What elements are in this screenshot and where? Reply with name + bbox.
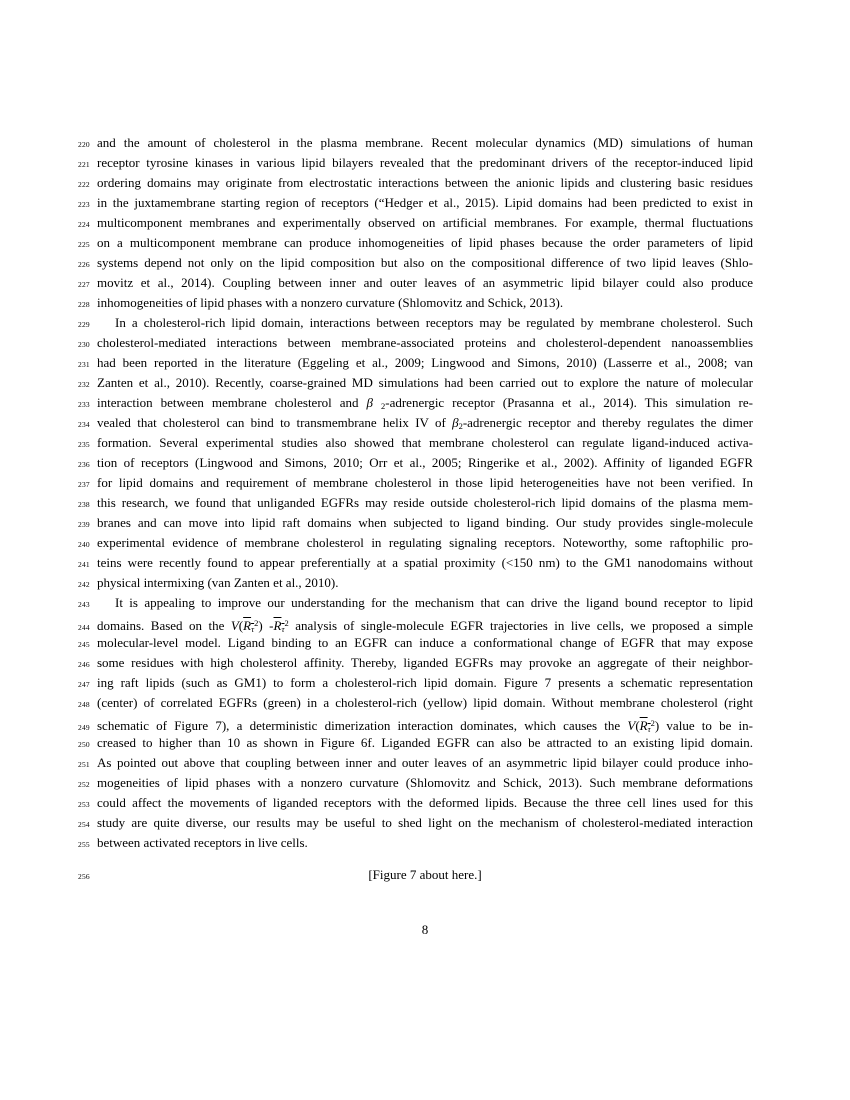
text-segment: -adrenergic receptor and thereby regulates the dimer bbox=[462, 415, 753, 430]
text-line-row bbox=[78, 553, 778, 573]
text-segment: interaction between membrane cholesterol and bbox=[97, 395, 367, 410]
text-line bbox=[97, 753, 753, 773]
text-line-row bbox=[78, 613, 778, 633]
line-number: 251 bbox=[78, 760, 90, 769]
line-number: 227 bbox=[78, 280, 90, 289]
text-line bbox=[97, 213, 753, 233]
text-segment: could affect the movements of liganded receptors with the deformed lipids. Because the three cell lines used for this bbox=[97, 795, 753, 810]
text-line bbox=[97, 193, 753, 213]
text-segment: ordering domains may originate from electrostatic interactions between the anionic lipids and clustering basic residues bbox=[97, 175, 753, 190]
text-segment: -adrenergic receptor (Prasanna et al., 2014). This simulation re- bbox=[385, 395, 753, 410]
text-segment: ) - bbox=[258, 618, 274, 633]
text-segment: some residues with high cholesterol affinity. Thereby, liganded EGFRs may provoke an aggregate of their neighbor- bbox=[97, 655, 753, 670]
text-segment: physical intermixing (van Zanten et al., 2010). bbox=[97, 575, 339, 590]
line-number: 242 bbox=[78, 580, 90, 589]
math-segment: R bbox=[273, 618, 282, 633]
figure-placeholder-line bbox=[78, 865, 778, 885]
line-number: 225 bbox=[78, 240, 90, 249]
text-line-row bbox=[78, 653, 778, 673]
line-number: 222 bbox=[78, 180, 90, 189]
math-segment: 2 bbox=[458, 421, 463, 431]
text-line bbox=[97, 433, 753, 453]
text-segment bbox=[373, 395, 381, 410]
text-line-row bbox=[78, 753, 778, 773]
line-number: 249 bbox=[78, 723, 90, 732]
text-line-row bbox=[78, 713, 778, 733]
line-number: 226 bbox=[78, 260, 90, 269]
text-line-row bbox=[78, 453, 778, 473]
text-line bbox=[97, 173, 753, 193]
line-number: 252 bbox=[78, 780, 90, 789]
line-number: 224 bbox=[78, 220, 90, 229]
text-line bbox=[97, 553, 753, 573]
text-line bbox=[97, 513, 753, 533]
text-line-row bbox=[78, 833, 778, 853]
text-segment: systems depend not only on the lipid composition but also on the compositional difference of two lipid leaves (Shlo- bbox=[97, 255, 753, 270]
text-line-row bbox=[78, 153, 778, 173]
text-line-row bbox=[78, 213, 778, 233]
line-number: 255 bbox=[78, 840, 90, 849]
math-segment bbox=[640, 718, 651, 733]
text-line bbox=[97, 833, 753, 853]
line-number: 223 bbox=[78, 200, 90, 209]
text-segment: ing raft lipids (such as GM1) to form a cholesterol-rich lipid domain. Figure 7 presents a schematic representation bbox=[97, 675, 753, 690]
text-segment: on a multicomponent membrane can produce inhomogeneities of lipid phases because the order parameters of lipid bbox=[97, 235, 753, 250]
text-line-row bbox=[78, 233, 778, 253]
line-number: 247 bbox=[78, 680, 90, 689]
text-segment: this research, we found that unliganded EGFRs may reside outside cholesterol-rich lipid domains of the plasma mem- bbox=[97, 495, 753, 510]
text-line-row bbox=[78, 533, 778, 553]
text-line bbox=[97, 773, 753, 793]
line-number: 246 bbox=[78, 660, 90, 669]
line-number: 240 bbox=[78, 540, 90, 549]
math-segment: V bbox=[230, 618, 239, 633]
page-number: 8 bbox=[421, 922, 429, 937]
line-number: 232 bbox=[78, 380, 90, 389]
line-number: 230 bbox=[78, 340, 90, 349]
text-segment: vealed that cholesterol can bind to transmembrane helix IV of bbox=[97, 415, 453, 430]
text-line-row bbox=[78, 253, 778, 273]
text-segment: had been reported in the literature (Eggeling et al., 2009; Lingwood and Simons, 2010) (Lasserre et al., 2008; van bbox=[97, 355, 753, 370]
math-segment: 2 bbox=[650, 718, 655, 728]
text-segment: multicomponent membranes and experimentally observed on artificial membranes. For example, thermal fluctuations bbox=[97, 215, 753, 230]
math-segment: τ bbox=[281, 624, 285, 634]
text-line bbox=[97, 153, 753, 173]
text-segment: receptor tyrosine kinases in various lipid bilayers revealed that the predominant drivers of the receptor-induced lipid bbox=[97, 155, 753, 170]
math-segment: 2 bbox=[254, 618, 259, 628]
text-line bbox=[97, 733, 753, 753]
math-segment: V bbox=[627, 718, 636, 733]
math-segment: R bbox=[243, 618, 252, 633]
line-number: 237 bbox=[78, 480, 90, 489]
text-line-row bbox=[78, 373, 778, 393]
text-segment: teins were recently found to appear preferentially at a spatial proximity (<150 nm) to the GM1 nanodomains without bbox=[97, 555, 753, 570]
math-segment bbox=[243, 618, 254, 633]
text-line bbox=[97, 353, 753, 373]
text-segment: It is appealing to improve our understanding for the mechanism that can drive the ligand bound receptor to lipid bbox=[115, 595, 753, 610]
text-line-row bbox=[78, 133, 778, 153]
math-segment: τ bbox=[647, 724, 651, 734]
text-line bbox=[97, 633, 753, 653]
text-line-row bbox=[78, 793, 778, 813]
math-segment: τ bbox=[251, 624, 255, 634]
text-line-row bbox=[78, 773, 778, 793]
text-line-row bbox=[78, 573, 778, 593]
text-segment: and the amount of cholesterol in the plasma membrane. Recent molecular dynamics (MD) simulations of human bbox=[97, 135, 753, 150]
text-line bbox=[97, 273, 753, 293]
text-line bbox=[97, 493, 753, 513]
text-segment: creased to higher than 10 as shown in Figure 6f. Liganded EGFR can also be attracted to an existing lipid domain. bbox=[97, 735, 753, 750]
text-line-row bbox=[78, 293, 778, 313]
text-line bbox=[97, 253, 753, 273]
text-line-row bbox=[78, 633, 778, 653]
text-line-row bbox=[78, 353, 778, 373]
line-number: 241 bbox=[78, 560, 90, 569]
text-line bbox=[97, 313, 753, 333]
text-segment: branes and can move into lipid raft domains when subjected to ligand binding. Our study provides single-molecule bbox=[97, 515, 753, 530]
text-line bbox=[97, 693, 753, 713]
line-number: 239 bbox=[78, 520, 90, 529]
math-segment: β bbox=[452, 415, 459, 430]
text-segment: ( bbox=[635, 718, 640, 733]
text-line-row bbox=[78, 513, 778, 533]
line-number: 220 bbox=[78, 140, 90, 149]
text-segment: domains. Based on the bbox=[97, 618, 231, 633]
text-segment: between activated receptors in live cells. bbox=[97, 835, 308, 850]
text-segment: study are quite diverse, our results may be useful to shed light on the mechanism of cholesterol-mediated interaction bbox=[97, 815, 753, 830]
line-number: 248 bbox=[78, 700, 90, 709]
text-line-row bbox=[78, 673, 778, 693]
text-segment: for lipid domains and requirement of membrane cholesterol in those lipid heterogeneities have not been verified. In bbox=[97, 475, 753, 490]
text-segment: In a cholesterol-rich lipid domain, interactions between receptors may be regulated by membrane cholesterol. Such bbox=[115, 315, 753, 330]
text-segment: (center) of correlated EGFRs (green) in a cholesterol-rich (yellow) lipid domain. Without membrane cholesterol (right bbox=[97, 695, 753, 710]
text-segment: inhomogeneities of lipid phases with a nonzero curvature (Shlomovitz and Schick, 2013). bbox=[97, 295, 564, 310]
text-line bbox=[97, 813, 753, 833]
text-line-row bbox=[78, 273, 778, 293]
line-number: 250 bbox=[78, 740, 90, 749]
line-number: 238 bbox=[78, 500, 90, 509]
text-segment: ( bbox=[238, 618, 244, 633]
line-number: 234 bbox=[78, 420, 90, 429]
math-segment: β bbox=[366, 395, 373, 410]
text-segment: schematic of Figure 7), a deterministic dimerization interaction dominates, which causes the bbox=[97, 718, 628, 733]
text-line bbox=[97, 373, 753, 393]
text-line-row bbox=[78, 473, 778, 493]
line-number: 233 bbox=[78, 400, 90, 409]
line-number: 243 bbox=[78, 600, 90, 609]
line-number: 256 bbox=[78, 872, 90, 881]
text-line-row bbox=[78, 173, 778, 193]
line-number: 245 bbox=[78, 640, 90, 649]
text-segment: cholesterol-mediated interactions between membrane-associated proteins and cholesterol-dependent nanoassemblies bbox=[97, 335, 753, 350]
math-segment bbox=[274, 618, 285, 633]
line-number: 231 bbox=[78, 360, 90, 369]
line-number: 229 bbox=[78, 320, 90, 329]
text-segment: Zanten et al., 2010). Recently, coarse-grained MD simulations had been carried out to explore the nature of molecular bbox=[97, 375, 753, 390]
text-segment: ) value to be in- bbox=[654, 718, 753, 733]
text-segment: tion of receptors (Lingwood and Simons, 2010; Orr et al., 2005; Ringerike et al., 2002). Affinity of liganded EGFR bbox=[97, 455, 753, 470]
text-line bbox=[97, 673, 753, 693]
text-segment: mogeneities of lipid phases with a nonzero curvature (Shlomovitz and Schick, 2013). Such membrane deformations bbox=[97, 775, 753, 790]
figure-placeholder-text: [Figure 7 about here.] bbox=[368, 867, 482, 882]
line-number: 221 bbox=[78, 160, 90, 169]
line-number: 228 bbox=[78, 300, 90, 309]
text-segment: experimental evidence of membrane cholesterol in regulating signaling receptors. Noteworthy, some raftophilic pro- bbox=[97, 535, 753, 550]
text-line bbox=[97, 133, 753, 153]
text-line-row bbox=[78, 593, 778, 613]
text-line-row bbox=[78, 393, 778, 413]
text-segment: in the juxtamembrane starting region of receptors (“Hedger et al., 2015). Lipid domains had been predicted to exist in bbox=[97, 195, 753, 210]
text-line bbox=[97, 793, 753, 813]
text-line bbox=[97, 573, 753, 593]
text-segment: molecular-level model. Ligand binding to an EGFR can induce a conformational change of EGFR that may expose bbox=[97, 635, 753, 650]
text-line-row bbox=[78, 313, 778, 333]
text-line-row bbox=[78, 733, 778, 753]
text-segment: movitz et al., 2014). Coupling between inner and outer leaves of an asymmetric lipid bilayer could also produce bbox=[97, 275, 753, 290]
text-line bbox=[97, 293, 753, 313]
text-line-row bbox=[78, 813, 778, 833]
manuscript-body bbox=[78, 133, 778, 885]
math-segment: 2 bbox=[381, 401, 386, 411]
line-number: 253 bbox=[78, 800, 90, 809]
text-line bbox=[97, 473, 753, 493]
line-number: 244 bbox=[78, 623, 90, 632]
text-line-row bbox=[78, 333, 778, 353]
text-line bbox=[97, 593, 753, 613]
line-number: 235 bbox=[78, 440, 90, 449]
text-line-row bbox=[78, 193, 778, 213]
line-number: 236 bbox=[78, 460, 90, 469]
text-line-row bbox=[78, 693, 778, 713]
text-line bbox=[97, 653, 753, 673]
math-segment: R bbox=[639, 718, 648, 733]
text-line-row bbox=[78, 433, 778, 453]
text-segment: formation. Several experimental studies also showed that membrane cholesterol can regulate ligand-induced activa- bbox=[97, 435, 753, 450]
text-line-row bbox=[78, 413, 778, 433]
math-segment: 2 bbox=[284, 618, 289, 628]
text-line bbox=[97, 233, 753, 253]
text-line-row bbox=[78, 493, 778, 513]
text-segment: As pointed out above that coupling between inner and outer leaves of an asymmetric lipid bilayer could produce inho- bbox=[97, 755, 753, 770]
text-line bbox=[97, 453, 753, 473]
text-segment: analysis of single-molecule EGFR trajectories in live cells, we proposed a simple bbox=[288, 618, 753, 633]
text-line bbox=[97, 533, 753, 553]
text-line bbox=[97, 333, 753, 353]
line-number: 254 bbox=[78, 820, 90, 829]
